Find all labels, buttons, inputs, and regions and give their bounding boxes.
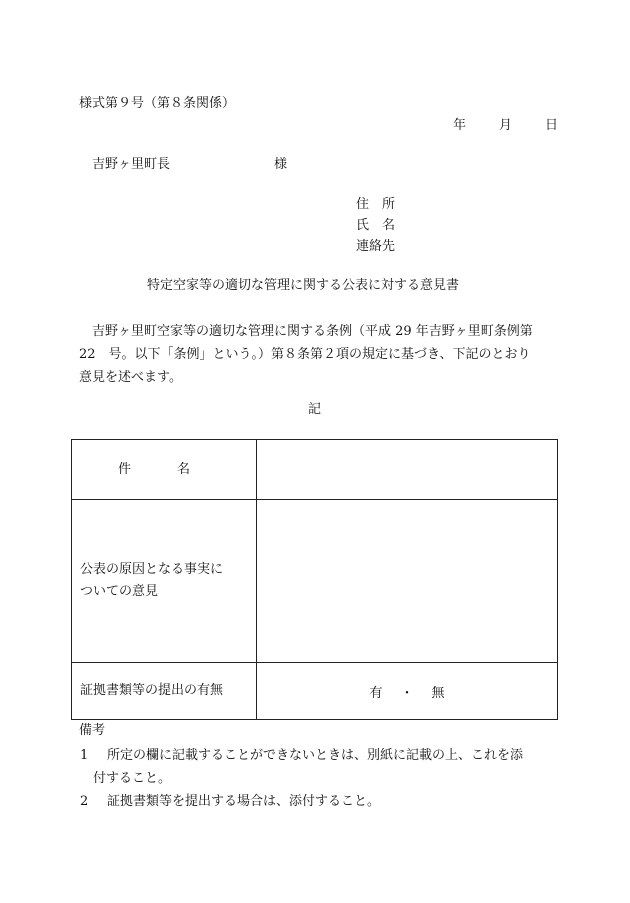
table-row-subject [72, 440, 558, 500]
remark-text-1a: 所定の欄に記載することができないときは、別紙に記載の上、これを添 [107, 748, 524, 763]
remark-text-1b: 付すること。 [93, 771, 172, 786]
remark-item-2 [79, 790, 559, 813]
address-label: 住 所 [356, 197, 396, 212]
addressee-honorific: 様 [274, 157, 288, 172]
date-line [453, 119, 558, 132]
subject-label-b: 名 [177, 461, 191, 477]
remark-text-2: 証拠書類等を提出する場合は、添付すること。 [107, 794, 381, 809]
opinion-label-cell [72, 500, 257, 663]
table-row-evidence [72, 663, 558, 720]
subject-input-cell[interactable] [257, 440, 558, 500]
addressee-name: 吉野ヶ里町長 [92, 157, 171, 172]
opinion-input-cell[interactable] [257, 500, 558, 663]
opinion-label-line-2: ついての意見 [80, 584, 159, 599]
document-title: 特定空家等の適切な管理に関する公表に対する意見書 [147, 278, 460, 293]
date-year-label: 年 [453, 118, 467, 133]
evidence-label-cell: 証拠書類等の提出の有無 [72, 663, 257, 720]
evidence-separator: ・ [400, 685, 414, 701]
name-label: 氏 名 [356, 218, 396, 233]
form-number: 様式第９号（第８条関係） [79, 96, 236, 111]
remarks-title: 備考 [79, 723, 106, 738]
opinion-label-line-1: 公表の原因となる事実に [80, 562, 224, 577]
ki-heading: 記 [308, 402, 322, 417]
opinion-table [71, 439, 558, 720]
date-month-label: 月 [499, 118, 513, 133]
remark-number-1: 1 [80, 748, 89, 763]
table-row-opinion [72, 500, 558, 663]
body-paragraph [79, 320, 551, 389]
subject-label-a: 件 [118, 461, 132, 477]
body-line-1: 吉野ヶ里町空家等の適切な管理に関する条例（平成 29 年吉野ヶ里町条例第 [92, 324, 533, 339]
evidence-choice-cell [257, 663, 558, 720]
evidence-yes-option[interactable]: 有 [369, 685, 383, 701]
contact-label: 連絡先 [356, 239, 396, 254]
date-day-label: 日 [545, 118, 559, 133]
remark-item-1 [79, 744, 559, 790]
body-line-3: 意見を述べます。 [79, 370, 182, 385]
evidence-no-option[interactable]: 無 [431, 685, 445, 701]
body-line-2: 22 号。以下「条例」という。）第８条第２項の規定に基づき、下記のとおり [79, 347, 531, 362]
subject-label-cell [72, 440, 257, 500]
remark-number-2: 2 [80, 794, 89, 809]
